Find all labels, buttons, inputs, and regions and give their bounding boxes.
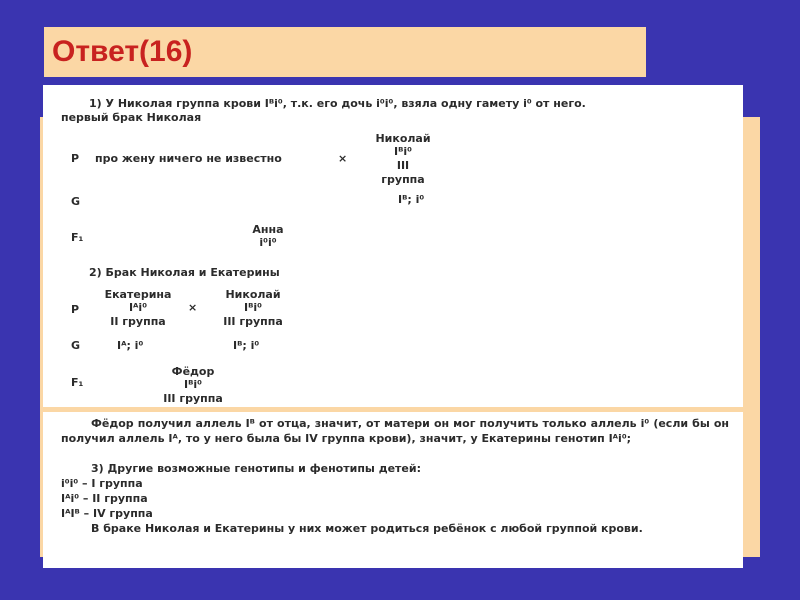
- part2-child-genotype: Iᴮi⁰: [184, 378, 202, 391]
- part2-mother-gametes: Iᴬ; i⁰: [117, 339, 144, 352]
- part1-intro-line1: 1) У Николая группа крови Iᴮi⁰, т.к. его дочь i⁰i⁰, взяла одну гамету i⁰ от него.: [89, 97, 586, 110]
- part2-father-name: Николай: [225, 288, 281, 301]
- part2-F1-label: F₁: [71, 376, 84, 389]
- part2-father-gametes: Iᴮ; i⁰: [233, 339, 260, 352]
- part2-heading: 2) Брак Николая и Екатерины: [89, 266, 280, 279]
- part1-G-label: G: [71, 195, 81, 208]
- part2-mother-name: Екатерина: [104, 288, 172, 301]
- bottom-text-block: [61, 416, 729, 536]
- part1-F1-label: F₁: [71, 231, 84, 244]
- part2-mother-group: II группа: [110, 315, 166, 328]
- solution-panel-top: [43, 85, 743, 407]
- genotype-line: IᴬIᴮ – IV группа: [61, 507, 153, 520]
- part2-cross: ×: [188, 301, 198, 314]
- title-box: [44, 27, 646, 77]
- part2-child-group: III группа: [163, 392, 223, 405]
- genotype-line: i⁰i⁰ – I группа: [61, 477, 143, 490]
- part1-father-group: III: [396, 159, 410, 172]
- part2-mother-genotype: Iᴬi⁰: [128, 301, 148, 314]
- part2-father-genotype: Iᴮi⁰: [244, 301, 262, 314]
- part1-cross: ×: [338, 152, 348, 165]
- explanation-paragraph: Фёдор получил аллель Iᴮ от отца, значит, от матери он мог получить только аллель i⁰ (если бы он получил аллель Iᴬ, то у него была бы IV группа крови), значит, у Екатерины генотип Iᴬi⁰;: [61, 417, 729, 445]
- part1-father-genotype: Iᴮi⁰: [394, 145, 412, 158]
- part2-G-label: G: [71, 339, 81, 352]
- part1-P-label: P: [71, 152, 80, 165]
- part1-intro-line2: первый брак Николая: [61, 111, 202, 124]
- part3-heading: 3) Другие возможные генотипы и фенотипы детей:: [91, 462, 421, 475]
- part1-child-genotype: i⁰i⁰: [259, 236, 277, 249]
- part1-gametes: Iᴮ; i⁰: [398, 193, 425, 206]
- part1-mother-text: про жену ничего не известно: [95, 152, 282, 165]
- slide-title: Ответ(16): [52, 35, 193, 68]
- part2-father-group: III группа: [223, 315, 283, 328]
- part2-P-label: P: [71, 303, 80, 316]
- genotype-line: Iᴬi⁰ – II группа: [61, 492, 148, 505]
- part1-father-group-word: группа: [381, 173, 425, 186]
- part1-child-name: Анна: [252, 223, 284, 236]
- part1-father-name: Николай: [375, 132, 431, 145]
- part2-child-name: Фёдор: [171, 365, 215, 378]
- conclusion-paragraph: В браке Николая и Екатерины у них может родиться ребёнок с любой группой крови.: [91, 522, 643, 535]
- solution-panel-bottom: [43, 412, 743, 568]
